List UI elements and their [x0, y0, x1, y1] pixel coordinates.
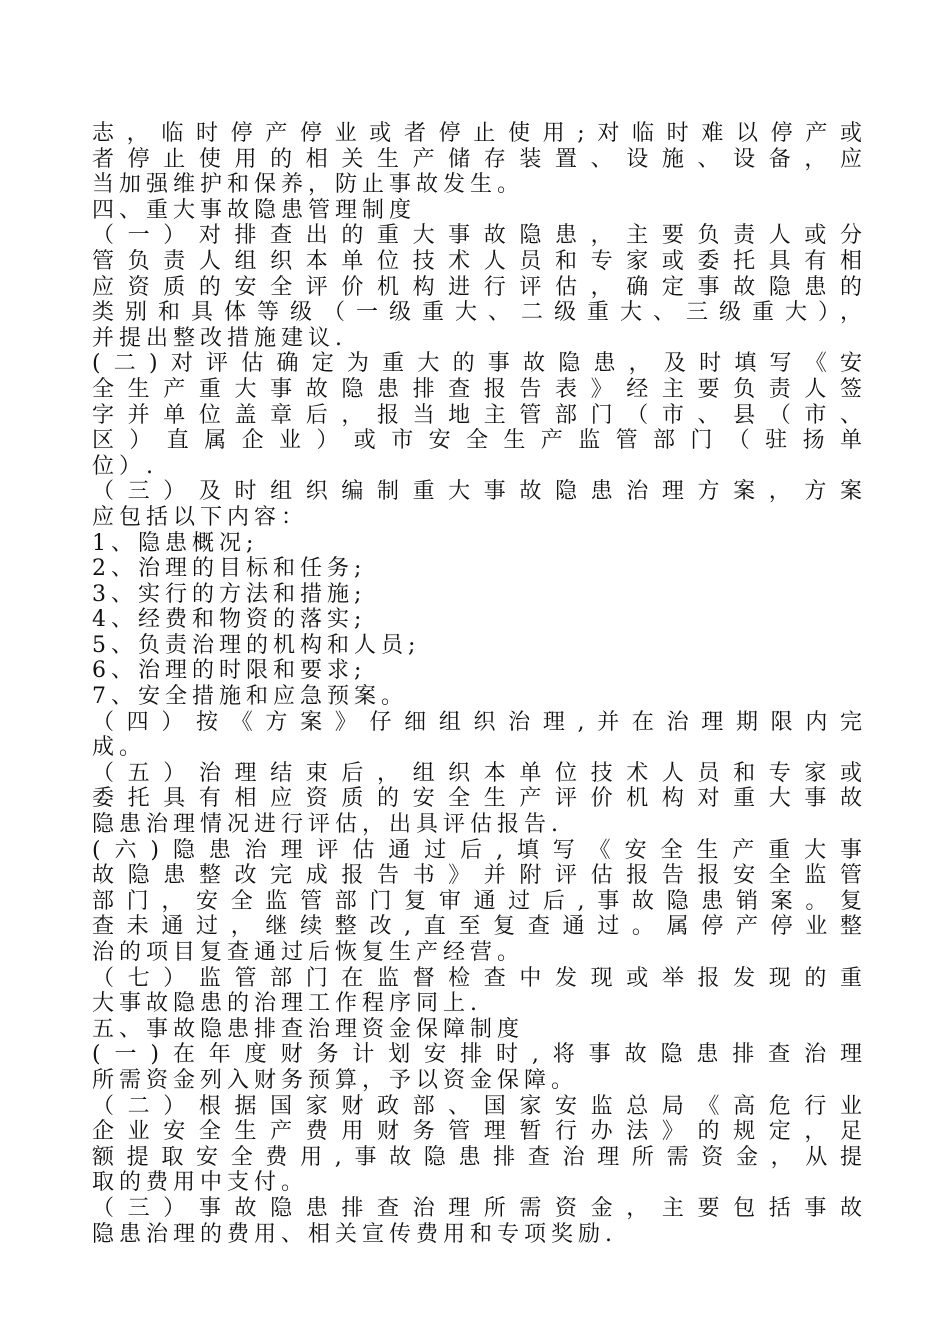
text-line: 部门，安全监管部门复审通过后,事故隐患销案。复	[92, 888, 862, 914]
text-line: 当加强维护和保养，防止事故发生。	[92, 172, 525, 198]
text-line: 隐患治理的费用、相关宣传费用和专项奖励.	[92, 1221, 617, 1247]
text-line: (二)对评估确定为重大的事故隐患，及时填写《安	[92, 351, 862, 377]
text-line: （三）事故隐患排查治理所需资金，主要包括事故	[92, 1195, 862, 1221]
text-line: 者停止使用的相关生产储存装置、设施、设备，应	[92, 146, 862, 172]
text-line: 企业安全生产费用财务管理暂行办法》的规定，足	[92, 1119, 862, 1145]
text-line: 应资质的安全评价机构进行评估，确定事故隐患的	[92, 274, 862, 300]
text-line: 查未通过，继续整改,直至复查通过。属停产停业整	[92, 914, 862, 940]
text-line: (一)在年度财务计划安排时,将事故隐患排查治理	[92, 1042, 862, 1068]
text-line: (六)隐患治理评估通过后,填写《安全生产重大事	[92, 837, 862, 863]
text-line: （七）监管部门在监督检查中发现或举报发现的重	[92, 965, 862, 991]
text-line: 五、事故隐患排查治理资金保障制度	[92, 1016, 525, 1042]
text-line: 类别和具体等级（一级重大、二级重大、三级重大），	[92, 300, 862, 326]
text-line: 委托具有相应资质的安全生产评价机构对重大事故	[92, 786, 862, 812]
text-line: 额提取安全费用,事故隐患排查治理所需资金，从提	[92, 1144, 862, 1170]
text-line: （五）治理结束后，组织本单位技术人员和专家或	[92, 760, 862, 786]
text-line: 大事故隐患的治理工作程序同上.	[92, 991, 482, 1017]
text-line: 全生产重大事故隐患排查报告表》经主要负责人签	[92, 376, 862, 402]
text-line: 取的费用中支付。	[92, 1170, 309, 1196]
text-line: 3、实行的方法和措施;	[92, 581, 367, 607]
text-line: 所需资金列入财务预算，予以资金保障。	[92, 1067, 579, 1093]
text-line: 区）直属企业）或市安全生产监管部门（驻扬单	[92, 428, 862, 454]
text-line: 2、治理的目标和任务;	[92, 556, 367, 582]
text-line: 成。	[92, 735, 147, 761]
text-line: （一）对排查出的重大事故隐患，主要负责人或分	[92, 223, 862, 249]
text-line: 1、隐患概况;	[92, 530, 259, 556]
text-line: 5、负责治理的机构和人员;	[92, 632, 421, 658]
text-line: 字并单位盖章后，报当地主管部门（市、县（市、	[92, 402, 862, 428]
text-line: 治的项目复查通过后恢复生产经营。	[92, 940, 525, 965]
text-line: 4、经费和物资的落实;	[92, 607, 367, 633]
text-line: 6、治理的时限和要求;	[92, 658, 367, 684]
text-line: 7、安全措施和应急预案。	[92, 684, 408, 710]
text-line: 应包括以下内容：	[92, 504, 309, 530]
text-line: （三）及时组织编制重大事故隐患治理方案，方案	[92, 479, 862, 505]
text-line: 故隐患整改完成报告书》并附评估报告报安全监管	[92, 863, 862, 889]
text-line: （二）根据国家财政部、国家安监总局《高危行业	[92, 1093, 862, 1119]
text-line: 位）.	[92, 453, 158, 479]
text-line: 四、重大事故隐患管理制度	[92, 197, 417, 223]
text-line: 并提出整改措施建议.	[92, 325, 347, 351]
text-line: 志，临时停产停业或者停止使用;对临时难以停产或	[92, 121, 862, 146]
text-line: 隐患治理情况进行评估，出具评估报告.	[92, 812, 563, 838]
text-line: 管负责人组织本单位技术人员和专家或委托具有相	[92, 248, 862, 274]
document-body	[92, 121, 862, 1247]
text-line: （四）按《方案》仔细组织治理,并在治理期限内完	[92, 709, 862, 735]
